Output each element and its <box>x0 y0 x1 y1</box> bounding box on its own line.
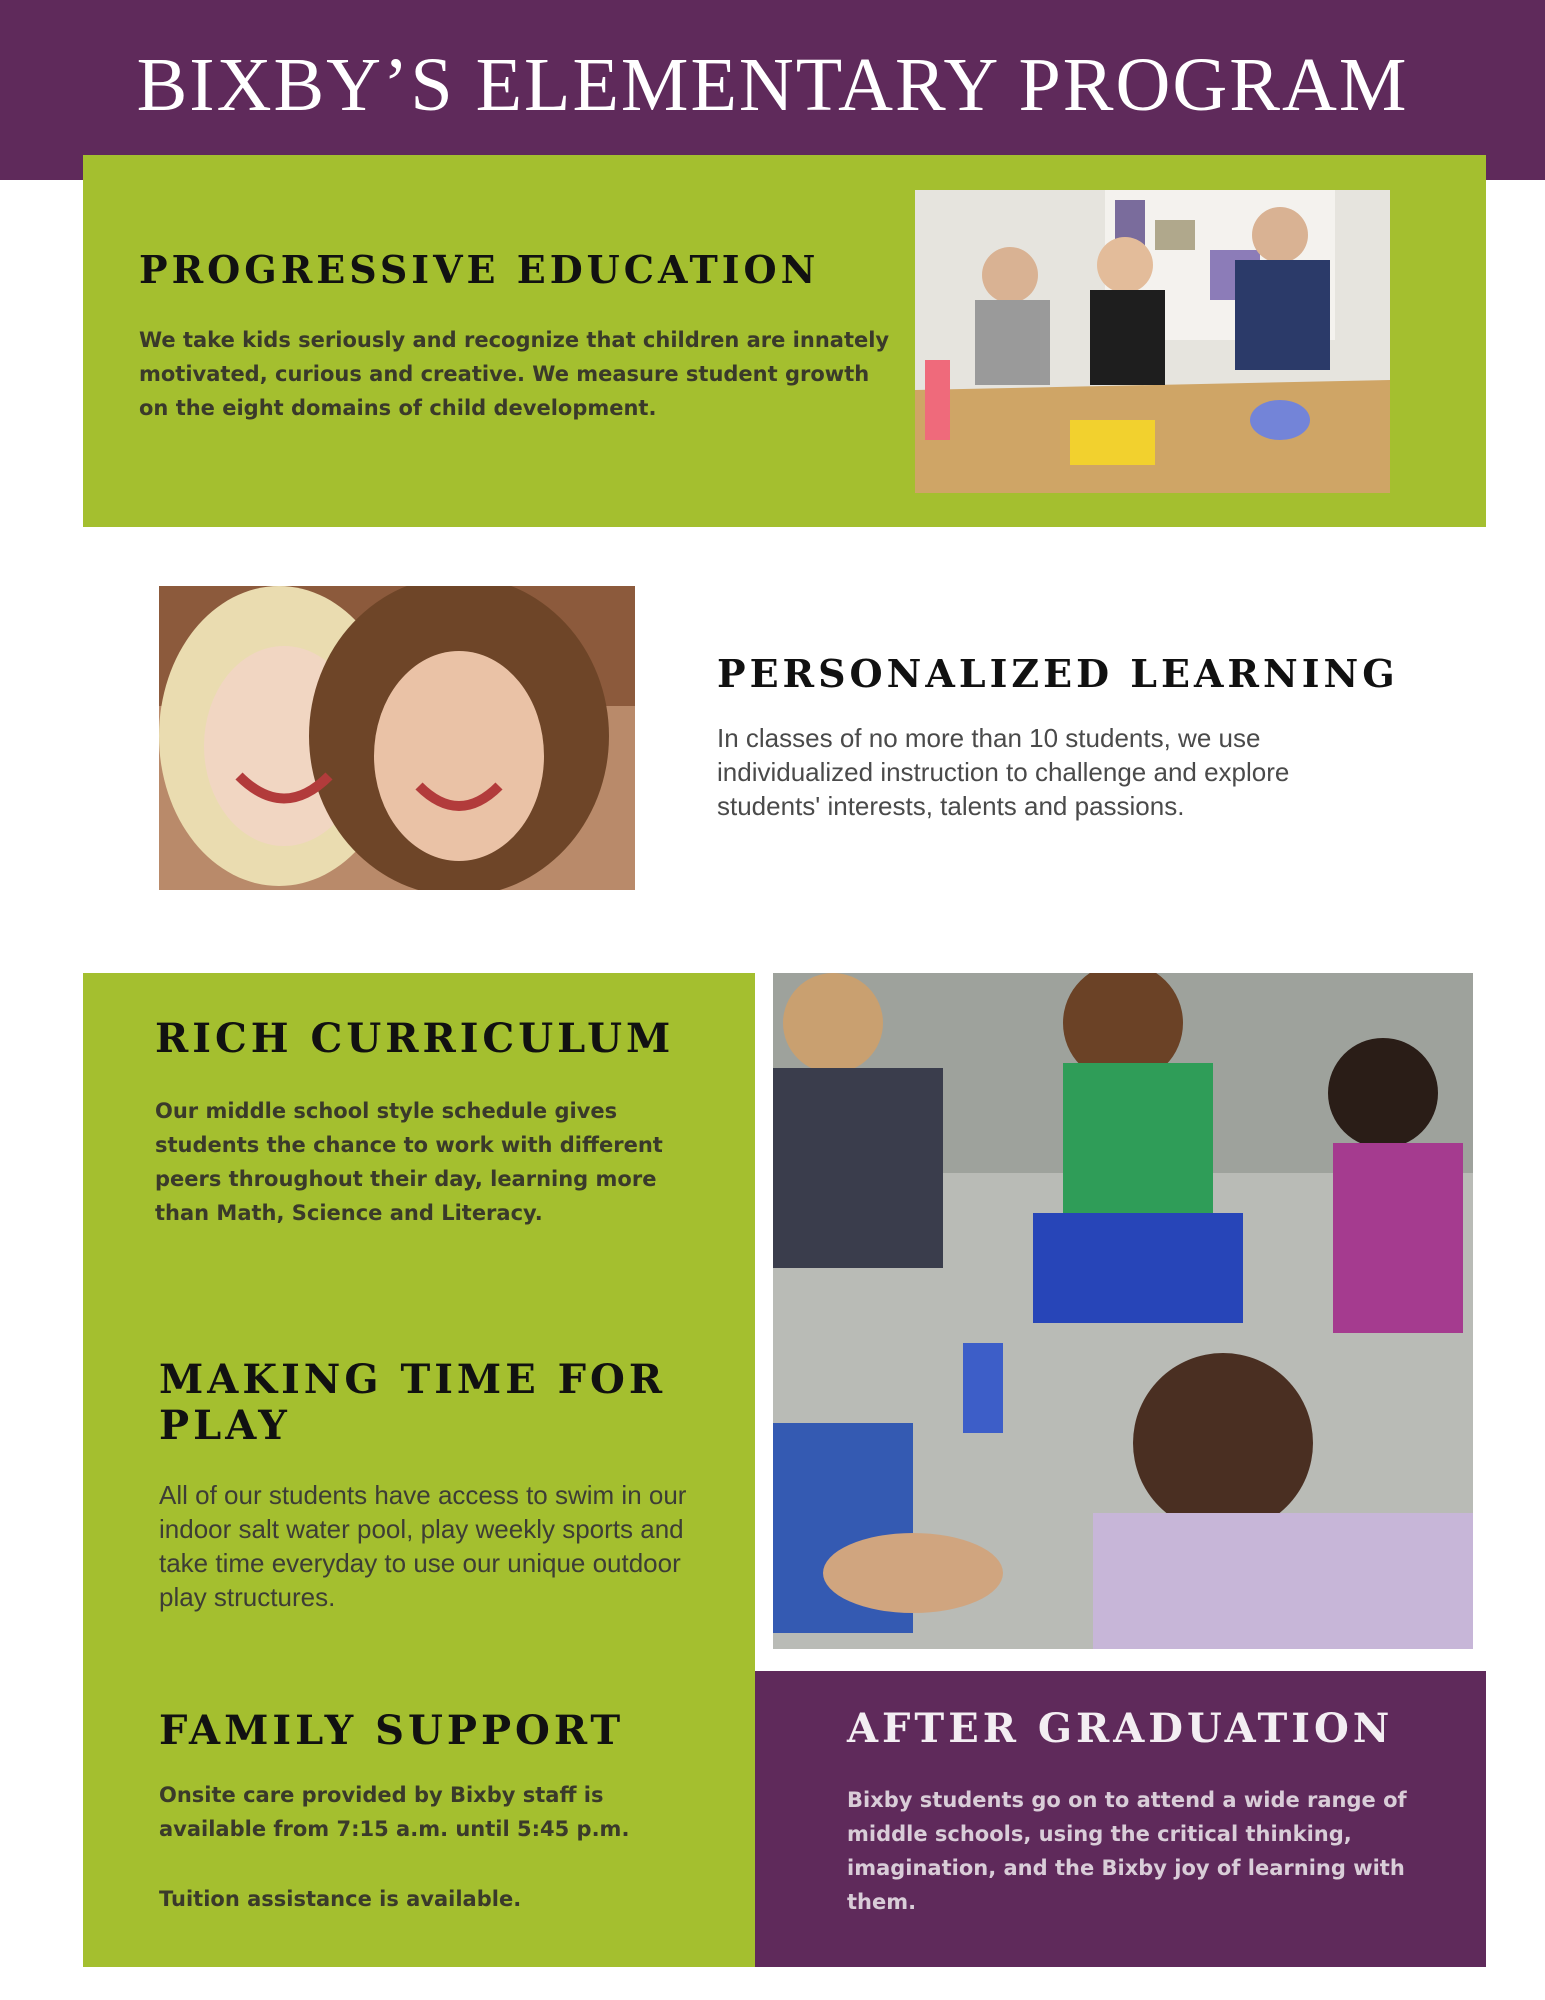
rich-curriculum-text: Our middle school style schedule gives students the chance to work with different peers throughout their day, learning more than Math, Science and Literacy. <box>155 1099 663 1225</box>
making-time-for-play-heading <box>159 1357 666 1449</box>
personalized-learning-text: In classes of no more than 10 students, we use individualized instruction to challenge and explore students' interests, talents and passions. <box>717 723 1290 821</box>
progressive-education-text: We take kids seriously and recognize that children are innately motivated, curious and creative. We measure student growth on the eight domains of child development. <box>139 328 890 420</box>
smiling-girls-photo <box>159 586 635 890</box>
classroom-photo <box>915 190 1390 493</box>
making-time-for-play-text: All of our students have access to swim in our indoor salt water pool, play weekly sports and take time everyday to use our unique outdoor play structures. <box>159 1480 687 1612</box>
making-time-for-play-heading-line2: PLAY <box>159 1402 291 1449</box>
tuition-assistance-text: Tuition assistance is available. <box>159 1887 522 1911</box>
after-graduation-text: Bixby students go on to attend a wide range of middle schools, using the critical thinking, imagination, and the Bixby joy of learning with them. <box>847 1788 1407 1914</box>
page-title: BIXBY’S ELEMENTARY PROGRAM <box>136 43 1409 127</box>
personalized-learning-heading: PERSONALIZED LEARNING <box>717 651 1399 696</box>
family-support-heading: FAMILY SUPPORT <box>159 1707 625 1754</box>
after-graduation-heading: AFTER GRADUATION <box>847 1705 1394 1752</box>
rich-curriculum-heading: RICH CURRICULUM <box>155 1015 675 1062</box>
progressive-education-heading: PROGRESSIVE EDUCATION <box>139 247 820 292</box>
family-support-text: Onsite care provided by Bixby staff is available from 7:15 a.m. until 5:45 p.m. <box>159 1783 630 1841</box>
making-time-for-play-heading-line1: MAKING TIME FOR <box>159 1356 667 1403</box>
outdoor-circle-photo <box>773 973 1473 1649</box>
